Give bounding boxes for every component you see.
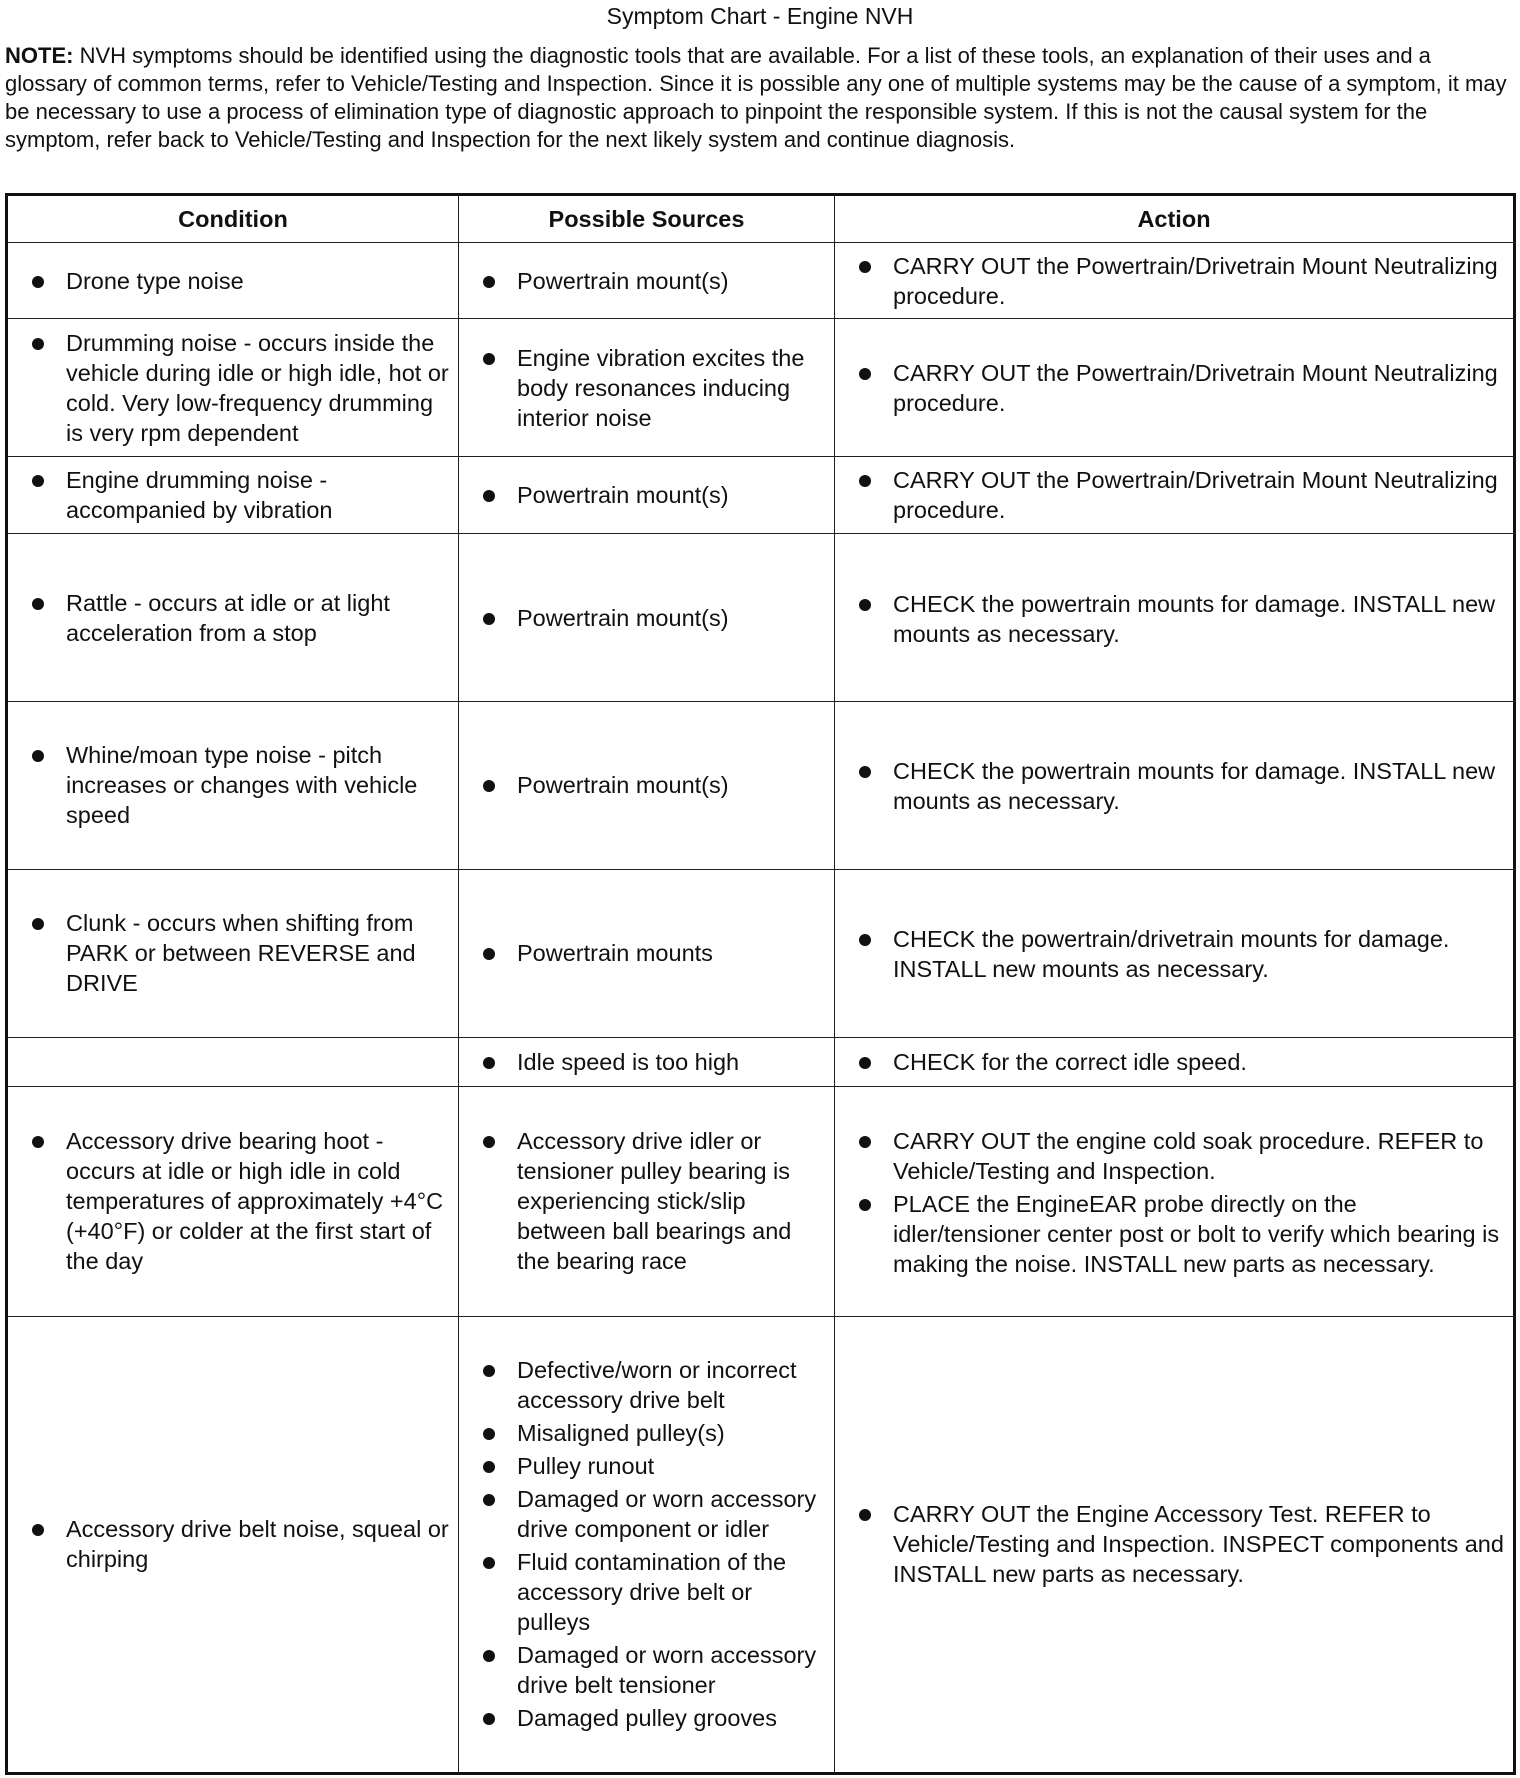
source-item: Damaged or worn accessory drive component or idler <box>481 1484 826 1544</box>
action-cell <box>835 456 1515 533</box>
condition-item: Drone type noise <box>30 266 450 296</box>
sources-cell <box>459 243 835 319</box>
action-cell <box>835 869 1515 1037</box>
condition-cell <box>7 869 459 1037</box>
header-action: Action <box>835 195 1515 243</box>
header-possible-sources: Possible Sources <box>459 195 835 243</box>
action-cell <box>835 534 1515 702</box>
condition-item: Clunk - occurs when shifting from PARK or between REVERSE and DRIVE <box>30 908 450 998</box>
action-item: CARRY OUT the Powertrain/Drivetrain Mount Neutralizing procedure. <box>857 251 1505 311</box>
note-text: NVH symptoms should be identified using the diagnostic tools that are available. For a list of these tools, an explanation of their uses and a glossary of common terms, refer to Vehicle/Testing and Inspection. Since it is possible any one of multiple systems may be the cause of a symptom, it may be necessary to use a process of elimination type of diagnostic approach to pinpoint the responsible system. If this is not the causal system for the symptom, refer back to Vehicle/Testing and Inspection for the next likely system and continue diagnosis. <box>5 43 1507 152</box>
sources-cell <box>459 869 835 1037</box>
source-item: Pulley runout <box>481 1451 826 1481</box>
sources-cell <box>459 702 835 870</box>
table-row <box>7 243 1515 319</box>
sources-cell <box>459 1037 835 1086</box>
action-item: CHECK the powertrain mounts for damage. INSTALL new mounts as necessary. <box>857 589 1505 649</box>
source-item: Damaged pulley grooves <box>481 1703 826 1733</box>
symptom-chart-table <box>5 193 1516 1775</box>
action-item: CHECK the powertrain/drivetrain mounts for damage. INSTALL new mounts as necessary. <box>857 924 1505 984</box>
condition-cell <box>7 534 459 702</box>
condition-item: Accessory drive bearing hoot - occurs at idle or high idle in cold temperatures of approximately +4°C (+40°F) or colder at the first start of the day <box>30 1126 450 1276</box>
condition-item: Drumming noise - occurs inside the vehicle during idle or high idle, hot or cold. Very low-frequency drumming is very rpm dependent <box>30 328 450 448</box>
source-item: Engine vibration excites the body resonances inducing interior noise <box>481 343 826 433</box>
action-item: PLACE the EngineEAR probe directly on the idler/tensioner center post or bolt to verify which bearing is making the noise. INSTALL new parts as necessary. <box>857 1189 1505 1279</box>
condition-cell <box>7 1086 459 1316</box>
source-item: Powertrain mount(s) <box>481 480 826 510</box>
action-item: CARRY OUT the Powertrain/Drivetrain Mount Neutralizing procedure. <box>857 465 1505 525</box>
note-label: NOTE: <box>5 43 74 68</box>
source-item: Misaligned pulley(s) <box>481 1418 826 1448</box>
condition-item: Whine/moan type noise - pitch increases or changes with vehicle speed <box>30 740 450 830</box>
condition-cell <box>7 243 459 319</box>
action-cell <box>835 1086 1515 1316</box>
condition-cell-empty <box>7 1037 459 1086</box>
condition-cell <box>7 456 459 533</box>
table-row <box>7 534 1515 702</box>
table-row <box>7 1037 1515 1086</box>
condition-item: Accessory drive belt noise, squeal or chirping <box>30 1514 450 1574</box>
action-item: CHECK the powertrain mounts for damage. INSTALL new mounts as necessary. <box>857 756 1505 816</box>
source-item: Powertrain mounts <box>481 938 826 968</box>
condition-cell <box>7 319 459 457</box>
source-item: Accessory drive idler or tensioner pulley bearing is experiencing stick/slip between ball bearings and the bearing race <box>481 1126 826 1276</box>
action-cell <box>835 702 1515 870</box>
action-cell <box>835 319 1515 457</box>
sources-cell <box>459 319 835 457</box>
sources-cell <box>459 1316 835 1773</box>
condition-cell <box>7 1316 459 1773</box>
source-item: Damaged or worn accessory drive belt tensioner <box>481 1640 826 1700</box>
header-row <box>7 195 1515 243</box>
action-cell <box>835 1316 1515 1773</box>
page-title: Symptom Chart - Engine NVH <box>606 3 914 29</box>
source-item: Fluid contamination of the accessory drive belt or pulleys <box>481 1547 826 1637</box>
table-row <box>7 1086 1515 1316</box>
source-item: Powertrain mount(s) <box>481 770 826 800</box>
source-item: Powertrain mount(s) <box>481 266 826 296</box>
action-cell <box>835 243 1515 319</box>
note-paragraph <box>5 42 1510 154</box>
table-row <box>7 319 1515 457</box>
action-item: CARRY OUT the Powertrain/Drivetrain Mount Neutralizing procedure. <box>857 358 1505 418</box>
source-item: Powertrain mount(s) <box>481 603 826 633</box>
table-row <box>7 702 1515 870</box>
action-cell <box>835 1037 1515 1086</box>
condition-item: Rattle - occurs at idle or at light acceleration from a stop <box>30 588 450 648</box>
condition-cell <box>7 702 459 870</box>
condition-item: Engine drumming noise - accompanied by vibration <box>30 465 450 525</box>
source-item: Defective/worn or incorrect accessory drive belt <box>481 1355 826 1415</box>
sources-cell <box>459 1086 835 1316</box>
action-item: CARRY OUT the Engine Accessory Test. REFER to Vehicle/Testing and Inspection. INSPECT components and INSTALL new parts as necessary. <box>857 1499 1505 1589</box>
action-item: CARRY OUT the engine cold soak procedure. REFER to Vehicle/Testing and Inspection. <box>857 1126 1505 1186</box>
source-item: Idle speed is too high <box>481 1047 826 1077</box>
sources-cell <box>459 534 835 702</box>
table-row <box>7 1316 1515 1773</box>
header-condition: Condition <box>7 195 459 243</box>
action-item: CHECK for the correct idle speed. <box>857 1047 1505 1077</box>
table-row <box>7 456 1515 533</box>
table-row <box>7 869 1515 1037</box>
sources-cell <box>459 456 835 533</box>
